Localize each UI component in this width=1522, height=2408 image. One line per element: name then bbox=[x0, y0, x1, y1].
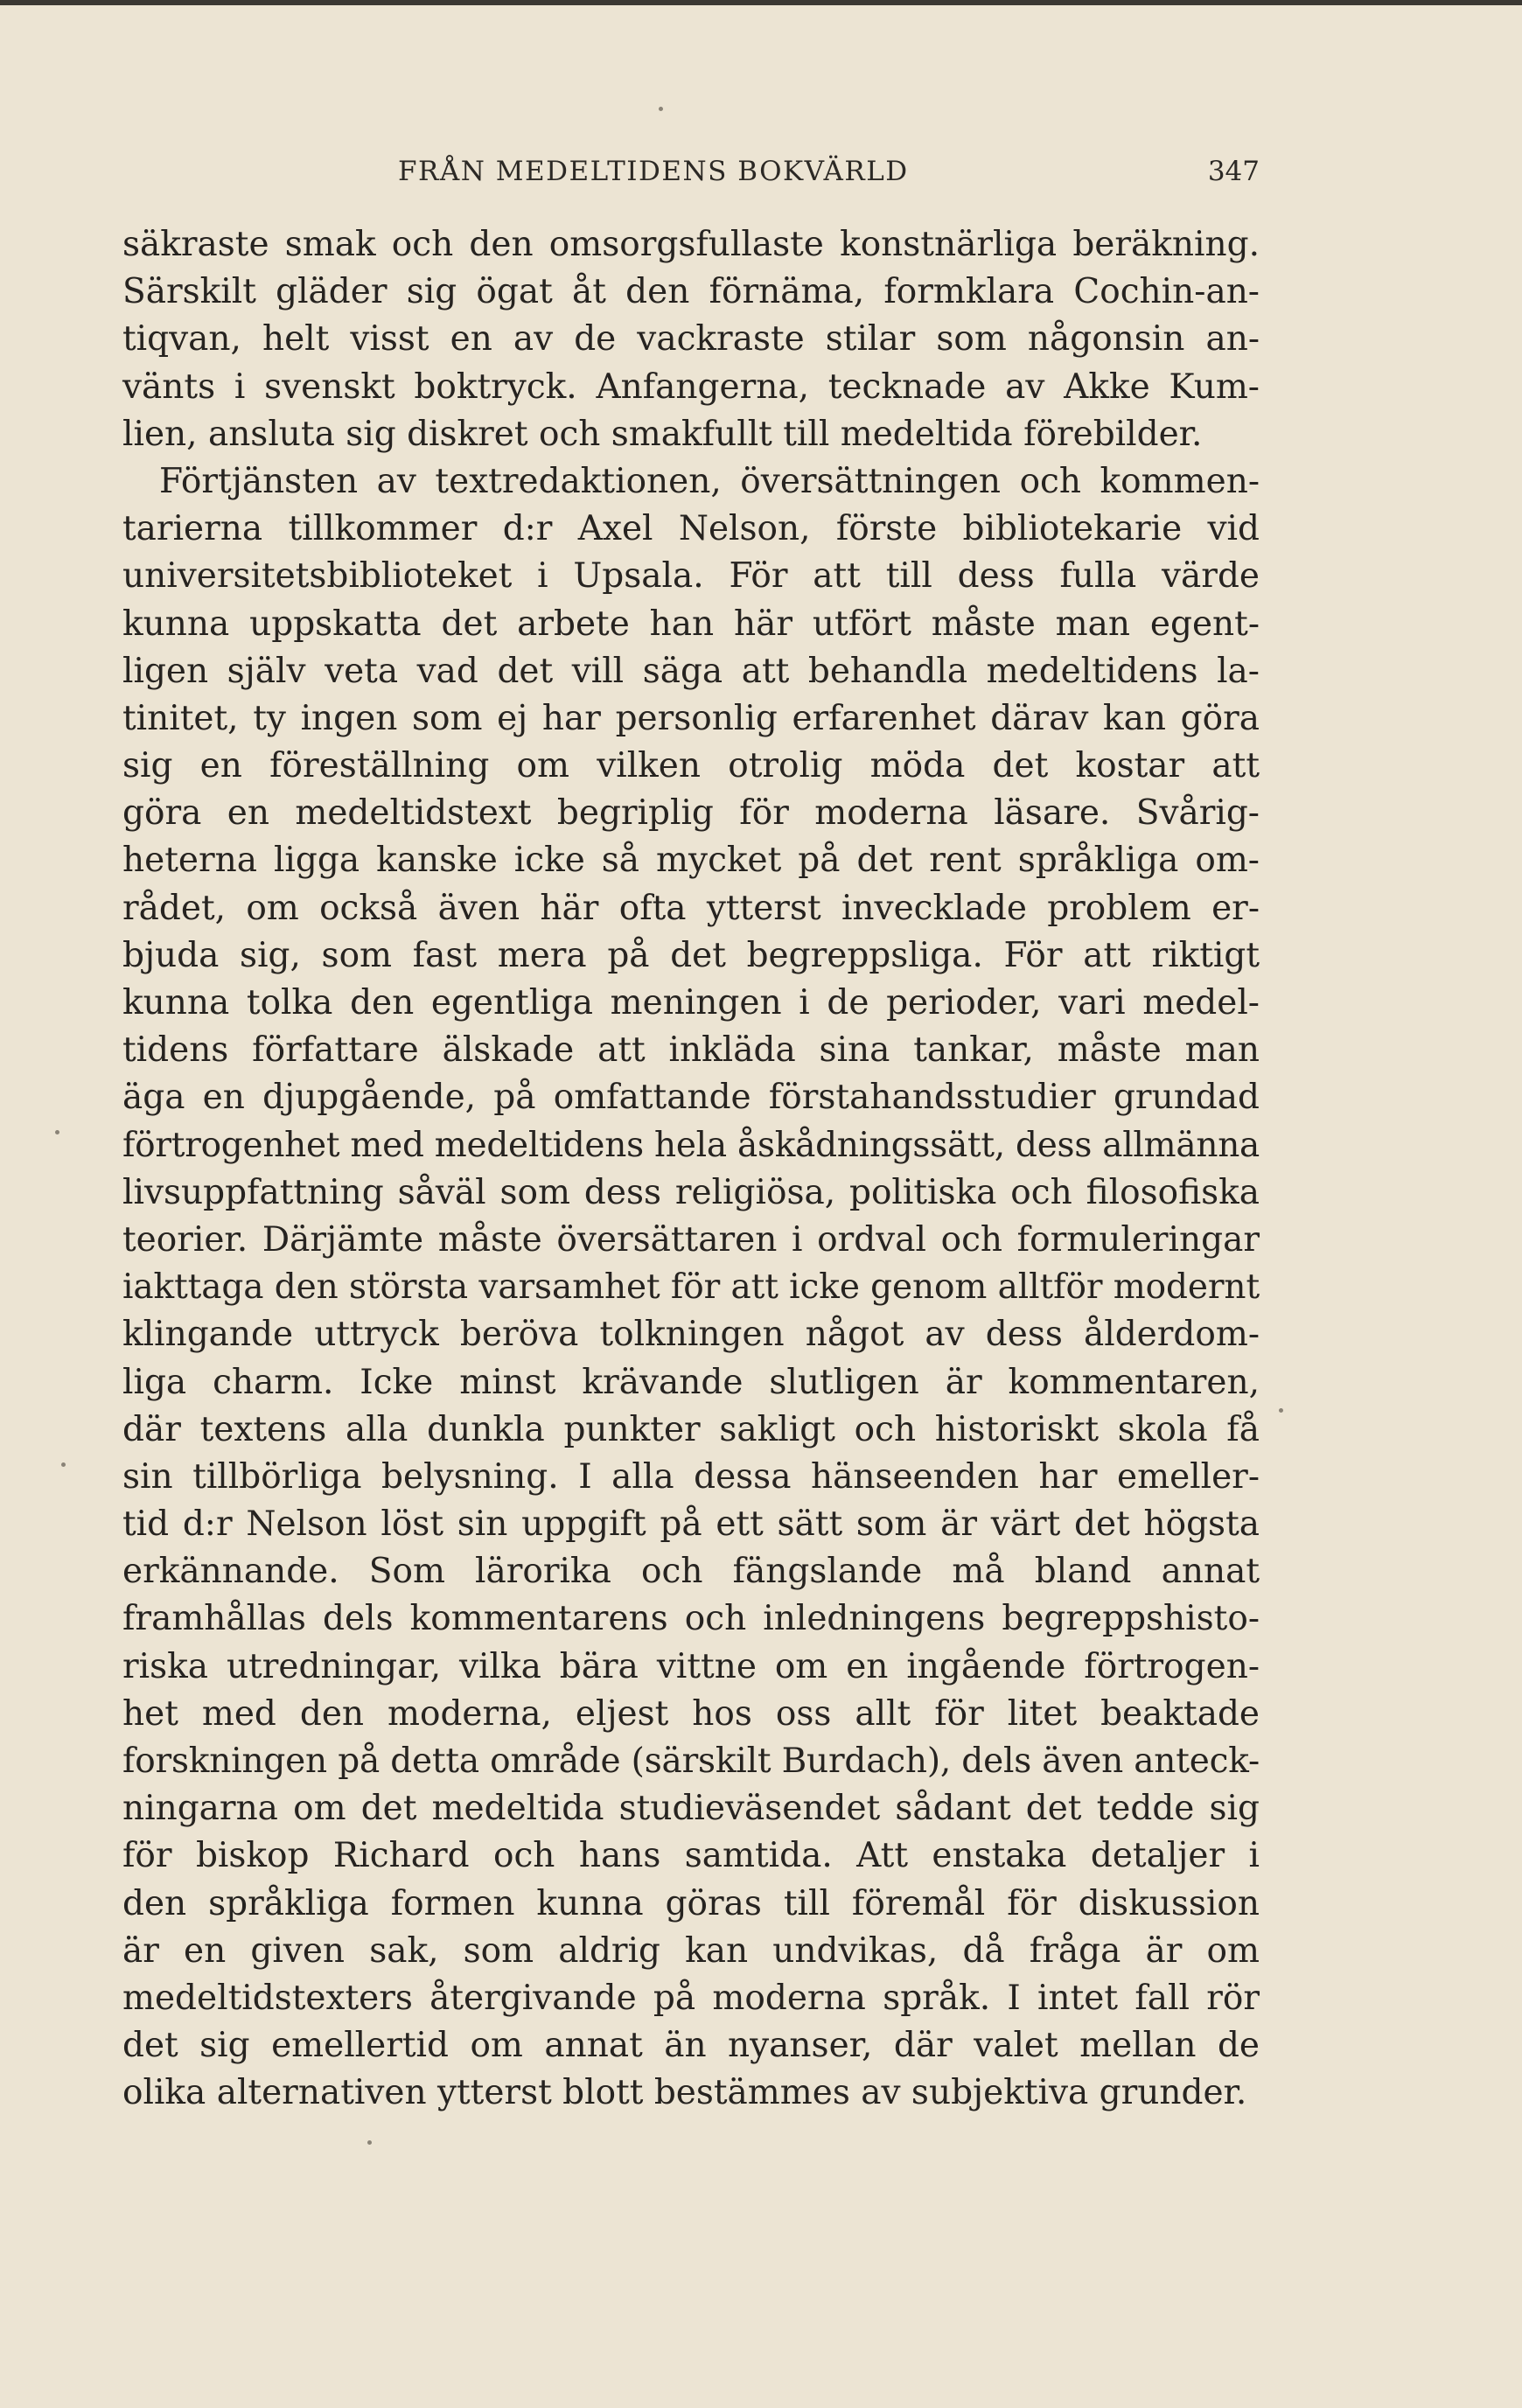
text-line: heterna ligga kanske icke så mycket på det rent språkliga om- bbox=[122, 841, 1260, 881]
text-line: forskningen på detta område (särskilt Burdach), dels även anteck- bbox=[122, 1741, 1260, 1781]
body-text bbox=[122, 221, 1260, 2118]
text-line: sig en föreställning om vilken otrolig möda det kostar att bbox=[122, 746, 1260, 786]
text-line: göra en medeltidstext begriplig för moderna läsare. Svårig- bbox=[122, 793, 1260, 834]
text-line: kunna tolka den egentliga meningen i de perioder, vari medel- bbox=[122, 983, 1260, 1023]
text-line: för biskop Richard och hans samtida. Att enstaka detaljer i bbox=[122, 1836, 1260, 1876]
text-line: den språkliga formen kunna göras till föremål för diskussion bbox=[122, 1883, 1260, 1923]
text-line: bjuda sig, som fast mera på det begreppsliga. För att riktigt bbox=[122, 935, 1260, 975]
text-line: tinitet, ty ingen som ej har personlig erfarenhet därav kan göra bbox=[122, 698, 1260, 738]
text-line: vänts i svenskt boktryck. Anfangerna, tecknade av Akke Kum- bbox=[122, 366, 1260, 407]
page-number: 347 bbox=[1207, 156, 1260, 187]
text-line: tidens författare älskade att inkläda sina tankar, måste man bbox=[122, 1030, 1260, 1071]
text-line: sin tillbörliga belysning. I alla dessa hänseenden har emeller- bbox=[122, 1456, 1260, 1497]
text-line: tarierna tillkommer d:r Axel Nelson, förste bibliotekarie vid bbox=[122, 509, 1260, 549]
text-line: äga en djupgående, på omfattande förstahandsstudier grundad bbox=[122, 1078, 1260, 1118]
text-line: där textens alla dunkla punkter sakligt och historiskt skola få bbox=[122, 1409, 1260, 1449]
text-line: riska utredningar, vilka bära vittne om en ingående förtrogen- bbox=[122, 1646, 1260, 1686]
text-line: ligen själv veta vad det vill säga att behandla medeltidens la- bbox=[122, 651, 1260, 691]
text-line: säkraste smak och den omsorgsfullaste konstnärliga beräkning. bbox=[122, 225, 1260, 264]
paper-speck bbox=[1279, 1408, 1283, 1413]
text-line: universitetsbiblioteket i Upsala. För att till dess fulla värde bbox=[122, 556, 1260, 597]
text-line: liga charm. Icke minst krävande slutligen är kommentaren, bbox=[122, 1362, 1260, 1402]
text-line: kunna uppskatta det arbete han här utfört måste man egent- bbox=[122, 604, 1260, 644]
running-title: FRÅN MEDELTIDENS BOKVÄRLD bbox=[398, 156, 909, 187]
text-line: medeltidstexters återgivande på moderna språk. I intet fall rör bbox=[122, 1978, 1260, 2018]
text-line: förtrogenhet med medeltidens hela åskådningssätt, dess allmänna bbox=[122, 1125, 1260, 1165]
text-line: Särskilt gläder sig ögat åt den förnäma, formklara Cochin-an- bbox=[122, 272, 1260, 312]
text-line: ningarna om det medeltida studieväsendet sådant det tedde sig bbox=[122, 1789, 1260, 1829]
text-line: klingande uttryck beröva tolkningen något av dess ålderdom- bbox=[122, 1315, 1260, 1355]
text-line: erkännande. Som lärorika och fängslande må bland annat bbox=[122, 1552, 1260, 1592]
text-line: rådet, om också även här ofta ytterst invecklade problem er- bbox=[122, 888, 1260, 928]
paper-speck bbox=[367, 2140, 372, 2145]
text-line: iakttaga den största varsamhet för att icke genom alltför modernt bbox=[122, 1267, 1260, 1308]
text-line: teorier. Därjämte måste översättaren i ordval och formuleringar bbox=[122, 1219, 1260, 1260]
text-line: är en given sak, som aldrig kan undvikas, då fråga är om bbox=[122, 1930, 1260, 1971]
text-line: framhållas dels kommentarens och inledningens begreppshisto- bbox=[122, 1599, 1260, 1639]
text-line: Förtjänsten av textredaktionen, översättningen och kommen- bbox=[159, 461, 1260, 501]
paper-speck bbox=[61, 1462, 66, 1467]
text-line: tid d:r Nelson löst sin uppgift på ett sätt som är värt det högsta bbox=[122, 1504, 1260, 1545]
text-line: olika alternativen ytterst blott bestämmes av subjektiva grunder. bbox=[122, 2073, 1247, 2113]
text-line: het med den moderna, eljest hos oss allt för litet beaktade bbox=[122, 1693, 1260, 1734]
text-line: det sig emellertid om annat än nyanser, där valet mellan de bbox=[122, 2026, 1260, 2066]
text-line: tiqvan, helt visst en av de vackraste stilar som någonsin an- bbox=[122, 319, 1260, 359]
text-line: livsuppfattning såväl som dess religiösa, politiska och filosofiska bbox=[122, 1172, 1260, 1212]
paper-speck bbox=[55, 1130, 59, 1134]
scan-top-edge bbox=[0, 0, 1522, 5]
text-line: lien, ansluta sig diskret och smakfullt till medeltida förebilder. bbox=[122, 414, 1203, 454]
running-header bbox=[122, 149, 1260, 192]
paper-speck bbox=[659, 107, 663, 111]
